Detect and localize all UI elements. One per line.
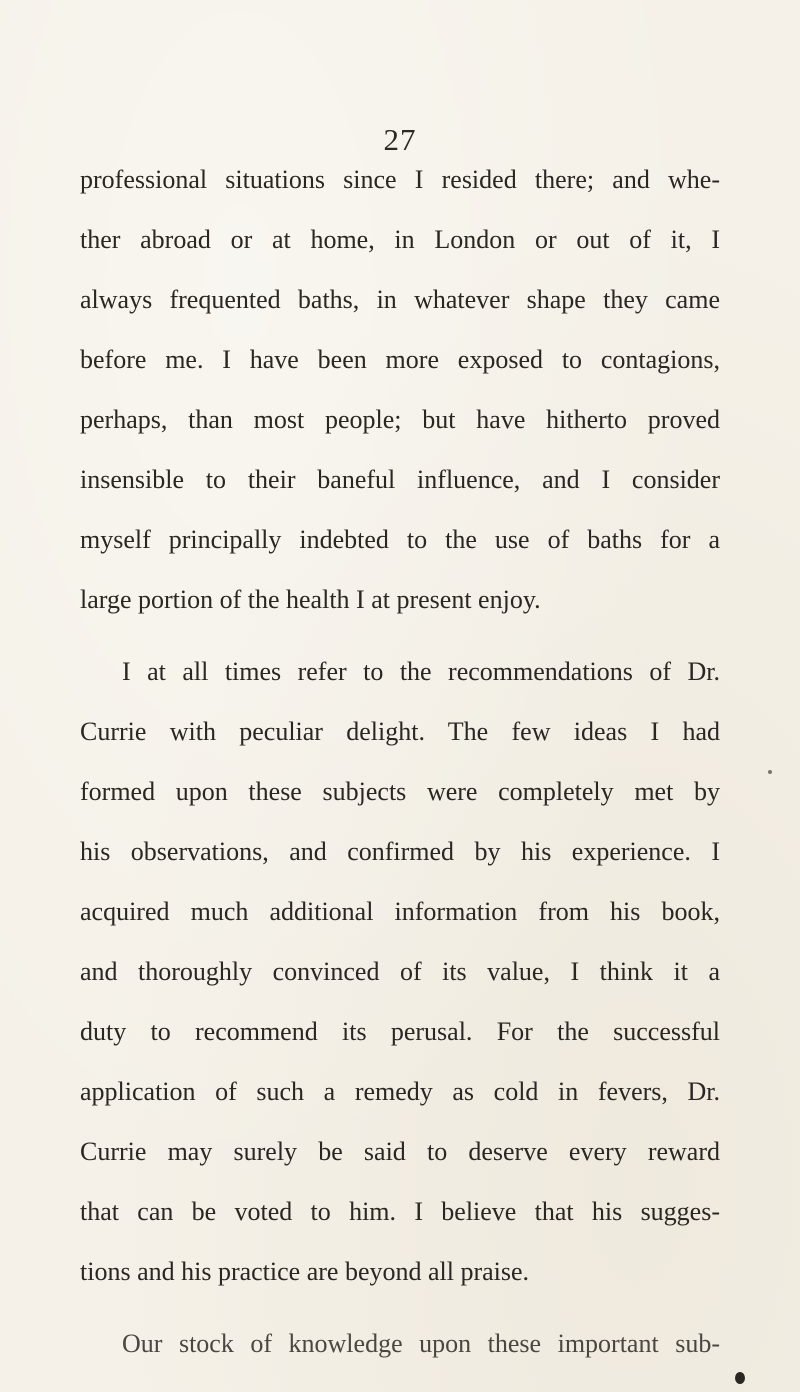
text-line: Currie may surely be said to deserve every reward bbox=[80, 1137, 720, 1166]
text-line: acquired much additional information from his book, bbox=[80, 897, 720, 926]
text-line: tions and his practice are beyond all praise. bbox=[80, 1257, 530, 1286]
text-line: Our stock of knowledge upon these important sub- bbox=[122, 1329, 720, 1358]
text-line: his observations, and confirmed by his experience. I bbox=[80, 837, 720, 866]
paragraph-3 bbox=[80, 1314, 720, 1374]
text-line: Currie with peculiar delight. The few ideas I had bbox=[80, 717, 720, 746]
page-number: 27 bbox=[383, 122, 417, 157]
text-line: that can be voted to him. I believe that his sugges- bbox=[80, 1197, 720, 1226]
text-line: large portion of the health I at present enjoy. bbox=[80, 585, 541, 614]
text-line: I at all times refer to the recommendations of Dr. bbox=[122, 657, 720, 686]
text-line: always frequented baths, in whatever shape they came bbox=[80, 285, 720, 314]
paragraph-2 bbox=[80, 642, 720, 1302]
text-line: ther abroad or at home, in London or out of it, I bbox=[80, 225, 720, 254]
text-line: professional situations since I resided there; and whe- bbox=[80, 165, 720, 194]
text-line: application of such a remedy as cold in fevers, Dr. bbox=[80, 1077, 720, 1106]
text-line: formed upon these subjects were completely met by bbox=[80, 777, 720, 806]
text-line: and thoroughly convinced of its value, I think it a bbox=[80, 957, 720, 986]
text-line: duty to recommend its perusal. For the successful bbox=[80, 1017, 720, 1046]
ink-speck bbox=[735, 1372, 745, 1384]
paragraph-1 bbox=[80, 150, 720, 630]
body-text bbox=[80, 150, 720, 1374]
text-line: myself principally indebted to the use of baths for a bbox=[80, 525, 720, 554]
text-line: insensible to their baneful influence, and I consider bbox=[80, 465, 720, 494]
ink-speck bbox=[768, 770, 772, 774]
text-line: perhaps, than most people; but have hitherto proved bbox=[80, 405, 720, 434]
text-line: before me. I have been more exposed to contagions, bbox=[80, 345, 720, 374]
